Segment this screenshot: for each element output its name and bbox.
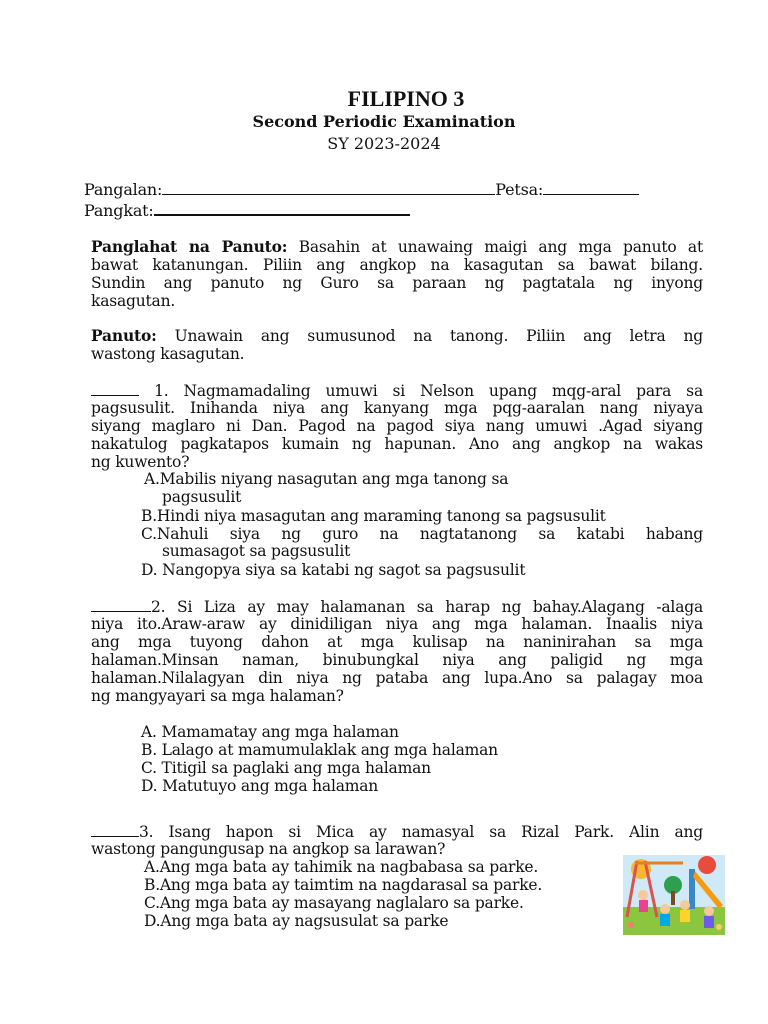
exam-title: FILIPINO 3 <box>347 86 465 111</box>
question-3-line-2: wastong pangungusap na angkop sa larawan? <box>91 840 446 858</box>
question-1-line-4: nakatulog pagkatapos kumain ng hapunan. Ano ang angkop na wakas <box>91 435 703 453</box>
exam-subtitle: Second Periodic Examination <box>252 112 516 131</box>
question-1-choice-a[interactable]: A.Mabilis niyang nasagutan ang mga tanong sa <box>144 470 509 488</box>
question-3-choice-d[interactable]: D.Ang mga bata ay nagsusulat sa parke <box>144 912 449 930</box>
question-1-choice-c-cont: sumasagot sa pagsusulit <box>162 542 351 560</box>
general-instructions-text: Basahin at unawaing maigi ang mga panuto at <box>298 238 703 256</box>
question-1-line-1 <box>91 381 703 400</box>
name-blank[interactable] <box>162 180 495 195</box>
question-1-line-3: siyang maglaro ni Dan. Pagod na pagod siya nang umuwi .Agad siyang <box>91 417 703 435</box>
general-instructions-label: Panglahat na Panuto: <box>91 237 288 256</box>
general-instructions-line-2: bawat katanungan. Piliin ang angkop na kasagutan sa bawat bilang. <box>91 256 703 274</box>
question-2-choice-d[interactable]: D. Matutuyo ang mga halaman <box>141 777 379 795</box>
name-label: Pangalan: <box>84 180 163 199</box>
question-3-choice-a[interactable]: A.Ang mga bata ay tahimik na nagbabasa sa parke. <box>144 858 539 876</box>
question-2-line-6: ng mangyayari sa mga halaman? <box>91 687 344 705</box>
instructions-text: Unawain ang sumusunod na tanong. Piliin ang letra ng <box>174 327 703 345</box>
question-2-choice-b[interactable]: B. Lalago at mamumulaklak ang mga halaman <box>141 741 498 759</box>
question-2-choice-c[interactable]: C. Titigil sa paglaki ang mga halaman <box>141 759 431 777</box>
question-1-choice-d[interactable]: D. Nangopya siya sa katabi ng sagot sa pagsusulit <box>141 561 526 579</box>
question-2-line-4: halaman.Minsan naman, binubungkal niya ang paligid ng mga <box>91 651 703 669</box>
question-1-line-2: pagsusulit. Inihanda niya ang kanyang mga pqg-aaralan nang niyaya <box>91 399 703 417</box>
instructions-label: Panuto: <box>91 326 157 345</box>
answer-blank-3[interactable] <box>91 822 139 837</box>
question-2-choice-a[interactable]: A. Mamamatay ang mga halaman <box>141 723 399 741</box>
question-2-line-5: halaman.Nilalagyan din niya ng pataba ang lupa.Ano sa palagay moa <box>91 669 703 687</box>
date-label: Petsa: <box>495 180 544 199</box>
question-3-choice-c[interactable]: C.Ang mga bata ay masayang naglalaro sa parke. <box>144 894 524 912</box>
general-instructions-line-4: kasagutan. <box>91 292 176 310</box>
question-3-choice-b[interactable]: B.Ang mga bata ay taimtim na nagdarasal sa parke. <box>144 876 543 894</box>
question-2-line-1 <box>91 597 703 616</box>
question-1-text: 1. Nagmamadaling umuwi si Nelson upang mqg-aral para sa <box>154 382 703 400</box>
question-2-line-3: ang mga tuyong dahon at mga kulisap na naninirahan sa mga <box>91 633 703 651</box>
question-3-text: 3. Isang hapon si Mica ay namasyal sa Rizal Park. Alin ang <box>139 823 703 841</box>
answer-blank-2[interactable] <box>91 597 151 612</box>
question-1-choice-b[interactable]: B.Hindi niya masagutan ang maraming tanong sa pagsusulit <box>141 507 606 525</box>
instructions-line-2: wastong kasagutan. <box>91 345 245 363</box>
question-2-text: 2. Si Liza ay may halamanan sa harap ng bahay.Alagang -alaga <box>151 598 703 616</box>
section-label: Pangkat: <box>84 201 154 220</box>
question-1-line-5: ng kuwento? <box>91 453 190 471</box>
instructions-line-1 <box>91 327 703 345</box>
question-1-choice-a-cont: pagsusulit <box>162 488 242 506</box>
playground-children-illustration-icon <box>623 855 725 935</box>
question-1-choice-c[interactable]: C.Nahuli siya ng guro na nagtatanong sa katabi habang <box>141 525 703 543</box>
question-2-line-2: niya ito.Araw-araw ay dinidiligan niya ang mga halaman. Inaalis niya <box>91 615 703 633</box>
answer-blank-1[interactable] <box>91 381 139 396</box>
school-year: SY 2023-2024 <box>327 134 441 153</box>
date-blank[interactable] <box>543 180 639 195</box>
question-3-line-1 <box>91 822 703 841</box>
section-blank[interactable] <box>154 200 410 216</box>
name-field-row <box>84 180 639 199</box>
general-instructions-line-1 <box>91 238 703 256</box>
general-instructions-line-3: Sundin ang panuto ng Guro sa paraan ng pagtatala ng inyong <box>91 274 703 292</box>
section-field-row <box>84 200 410 220</box>
